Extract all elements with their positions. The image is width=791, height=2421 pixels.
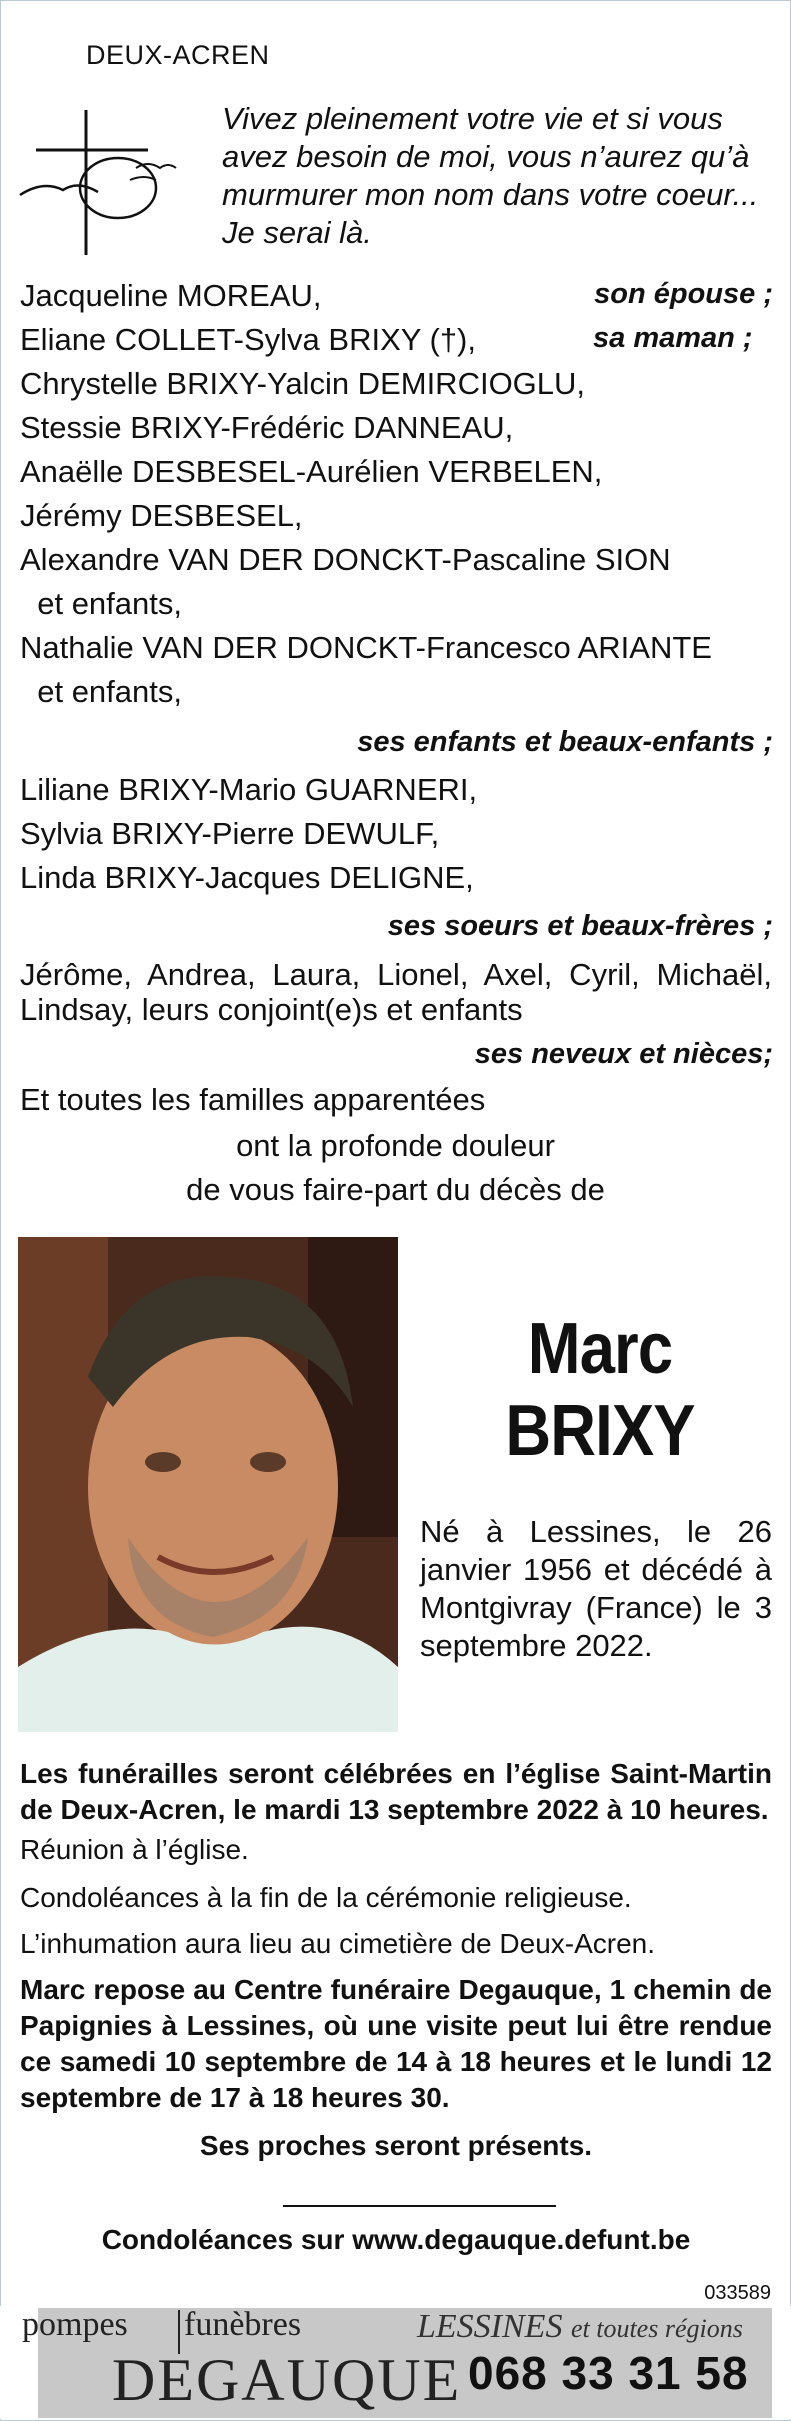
- child-5-note: et enfants,: [20, 586, 182, 621]
- location-heading: DEUX-ACREN: [86, 40, 270, 70]
- footer-town: [417, 2308, 743, 2346]
- funeral-home-logo: DEGAUQUE: [112, 2347, 462, 2413]
- meeting-text: Réunion à l’église.: [20, 1834, 249, 1865]
- funeral-text: Les funérailles seront célébrées en l’église Saint-Martin de Deux-Acren, le mardi 13 septembre 2022 à 10 heures.: [20, 1758, 772, 1825]
- reference-number: 033589: [704, 2282, 771, 2304]
- spouse-role: son épouse ;: [594, 278, 773, 310]
- child-2: Stessie BRIXY-Frédéric DANNEAU,: [20, 410, 514, 445]
- visit-text: Marc repose au Centre funéraire Degauque, 1 chemin de Papignies à Lessines, où une visite peut lui être rendue ce samedi 10 septembre de 14 à 18 heures et le lundi 12 septembre de 17 à 18 heures 30.: [20, 1974, 772, 2113]
- child-6-note: et enfants,: [20, 674, 182, 709]
- deceased-last-name: BRIXY: [505, 1391, 695, 1471]
- announce-line-2: de vous faire-part du décès de: [186, 1172, 605, 1207]
- footer-label-2: funèbres: [184, 2306, 302, 2343]
- deceased-first-name: Marc: [527, 1309, 673, 1389]
- footer-label-1: pompes: [22, 2306, 128, 2343]
- portrait-photo: [18, 1237, 398, 1732]
- online-condolences: Condoléances sur www.degauque.defunt.be: [101, 2224, 691, 2255]
- sibling-3: Linda BRIXY-Jacques DELIGNE,: [20, 860, 474, 895]
- footer-regions: et toutes régions: [570, 2314, 743, 2343]
- child-1: Chrystelle BRIXY-Yalcin DEMIRCIOGLU,: [20, 366, 586, 401]
- nephews-role: ses neveux et nièces;: [474, 1038, 773, 1070]
- sibling-1: Liliane BRIXY-Mario GUARNERI,: [20, 772, 478, 807]
- children-role: ses enfants et beaux-enfants ;: [357, 726, 773, 758]
- condolences-text: Condoléances à la fin de la cérémonie religieuse.: [20, 1882, 632, 1913]
- funeral-home-footer: [0, 2306, 791, 2419]
- poem-text: Vivez pleinement votre vie et si vous avez besoin de moi, vous n’aurez qu’à murmurer mon nom dans votre coeur... Je serai là.: [222, 101, 759, 250]
- siblings-role: ses soeurs et beaux-frères ;: [387, 910, 773, 942]
- footer-phone: 068 33 31 58: [468, 2347, 749, 2399]
- child-5: Alexandre VAN DER DONCKT-Pascaline SION: [20, 542, 671, 577]
- child-4: Jérémy DESBESEL,: [20, 498, 303, 533]
- nephews-line-2: Lindsay, leurs conjoint(e)s et enfants: [20, 992, 523, 1027]
- present-text: Ses proches seront présents.: [199, 2130, 593, 2161]
- cross-with-doves-icon: [18, 110, 178, 255]
- mother-name: Eliane COLLET-Sylva BRIXY (†),: [20, 322, 476, 357]
- birth-death-text: Né à Lessines, le 26 janvier 1956 et décédé à Montgivray (France) le 3 septembre 2022.: [420, 1514, 772, 1663]
- announce-line-1: ont la profonde douleur: [236, 1128, 555, 1163]
- spouse-name: Jacqueline MOREAU,: [20, 278, 322, 313]
- burial-text: L’inhumation aura lieu au cimetière de Deux-Acren.: [20, 1928, 656, 1959]
- nephews-line-1: Jérôme, Andrea, Laura, Lionel, Axel, Cyril, Michaël,: [20, 957, 772, 992]
- sibling-2: Sylvia BRIXY-Pierre DEWULF,: [20, 816, 440, 851]
- separator-line: [283, 2205, 556, 2207]
- footer-town-name: LESSINES: [417, 2308, 563, 2345]
- child-6: Nathalie VAN DER DONCKT-Francesco ARIANTE: [20, 630, 712, 665]
- mother-role: sa maman ;: [593, 322, 753, 354]
- child-3: Anaëlle DESBESEL-Aurélien VERBELEN,: [20, 454, 603, 489]
- families-line: Et toutes les familles apparentées: [20, 1082, 486, 1117]
